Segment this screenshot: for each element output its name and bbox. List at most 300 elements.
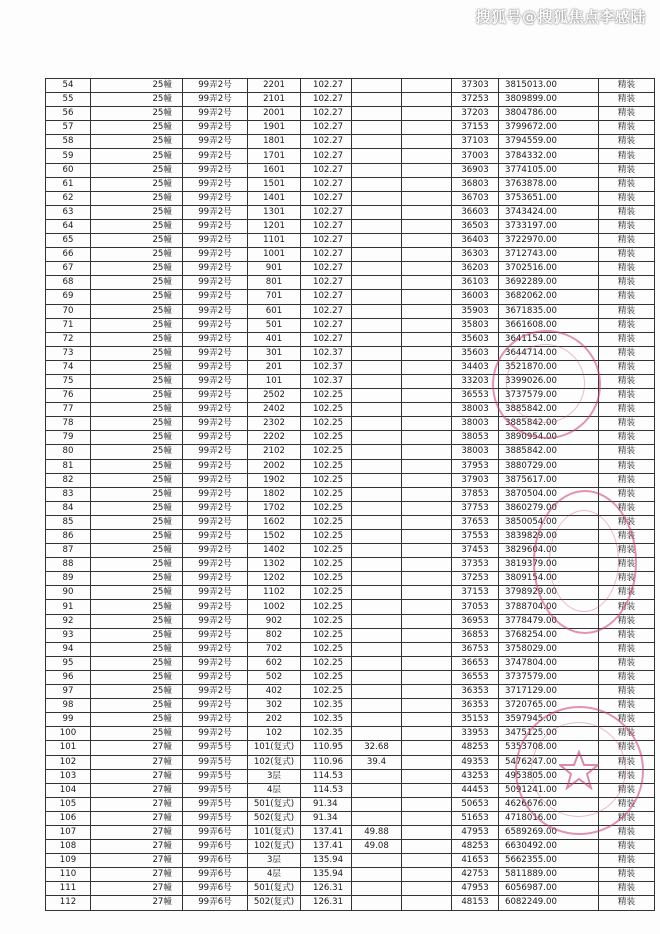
cell-extra-area xyxy=(352,586,402,600)
cell-extra-area xyxy=(352,374,402,388)
cell-extra-area xyxy=(352,882,402,896)
table-row xyxy=(46,107,655,121)
cell-total-price: 3692289.00 xyxy=(499,276,599,290)
cell-address: 99弄2号 xyxy=(183,191,248,205)
cell-building: 27幢 xyxy=(91,741,183,755)
cell-room: 1001 xyxy=(248,248,301,262)
table-row xyxy=(46,670,655,684)
cell-building: 25幢 xyxy=(91,332,183,346)
table-row xyxy=(46,769,655,783)
cell-address: 99弄2号 xyxy=(183,248,248,262)
cell-building: 25幢 xyxy=(91,318,183,332)
cell-decoration: 精装 xyxy=(599,135,655,149)
cell-unit-price: 35153 xyxy=(452,713,499,727)
cell-room: 101 xyxy=(248,374,301,388)
cell-extra-area: 32.68 xyxy=(352,741,402,755)
cell-room: 802 xyxy=(248,628,301,642)
cell-room: 502(复式) xyxy=(248,896,301,910)
cell-room: 1201 xyxy=(248,219,301,233)
cell-unit-price: 47953 xyxy=(452,882,499,896)
cell-decoration: 精装 xyxy=(599,558,655,572)
cell-extra-area xyxy=(352,93,402,107)
cell-total-price: 4953805.00 xyxy=(499,769,599,783)
cell-room: 1702 xyxy=(248,501,301,515)
cell-building: 25幢 xyxy=(91,670,183,684)
cell-decoration: 精装 xyxy=(599,191,655,205)
cell-area: 102.25 xyxy=(301,389,352,403)
cell-address: 99弄2号 xyxy=(183,346,248,360)
cell-total-price: 3758029.00 xyxy=(499,642,599,656)
cell-total-price: 3774105.00 xyxy=(499,163,599,177)
cell-building: 25幢 xyxy=(91,699,183,713)
cell-building: 25幢 xyxy=(91,163,183,177)
cell-blank xyxy=(402,417,452,431)
cell-unit-price: 36503 xyxy=(452,219,499,233)
table-row xyxy=(46,431,655,445)
table-row xyxy=(46,685,655,699)
cell-building: 25幢 xyxy=(91,642,183,656)
cell-unit-price: 36903 xyxy=(452,163,499,177)
cell-area: 102.25 xyxy=(301,515,352,529)
cell-total-price: 6589269.00 xyxy=(499,825,599,839)
cell-address: 99弄2号 xyxy=(183,685,248,699)
cell-row-number: 87 xyxy=(46,544,91,558)
cell-building: 27幢 xyxy=(91,797,183,811)
cell-address: 99弄2号 xyxy=(183,544,248,558)
cell-row-number: 77 xyxy=(46,403,91,417)
cell-decoration: 精装 xyxy=(599,234,655,248)
cell-unit-price: 37303 xyxy=(452,79,499,93)
cell-address: 99弄2号 xyxy=(183,360,248,374)
table-row xyxy=(46,417,655,431)
cell-unit-price: 36803 xyxy=(452,177,499,191)
cell-blank xyxy=(402,346,452,360)
cell-room: 201 xyxy=(248,360,301,374)
cell-decoration: 精装 xyxy=(599,389,655,403)
cell-extra-area xyxy=(352,868,402,882)
cell-total-price: 3778479.00 xyxy=(499,614,599,628)
cell-address: 99弄2号 xyxy=(183,219,248,233)
cell-extra-area xyxy=(352,135,402,149)
cell-area: 102.35 xyxy=(301,727,352,741)
price-list-table-wrapper xyxy=(45,78,655,911)
cell-total-price: 3644714.00 xyxy=(499,346,599,360)
cell-decoration: 精装 xyxy=(599,811,655,825)
cell-row-number: 108 xyxy=(46,840,91,854)
cell-row-number: 59 xyxy=(46,149,91,163)
cell-decoration: 精装 xyxy=(599,769,655,783)
cell-total-price: 3794559.00 xyxy=(499,135,599,149)
cell-address: 99弄2号 xyxy=(183,656,248,670)
table-row xyxy=(46,896,655,910)
cell-total-price: 3809154.00 xyxy=(499,572,599,586)
cell-blank xyxy=(402,825,452,839)
cell-unit-price: 36353 xyxy=(452,699,499,713)
cell-extra-area xyxy=(352,670,402,684)
cell-unit-price: 36403 xyxy=(452,234,499,248)
cell-blank xyxy=(402,318,452,332)
cell-row-number: 99 xyxy=(46,713,91,727)
cell-extra-area xyxy=(352,79,402,93)
cell-area: 110.95 xyxy=(301,741,352,755)
cell-address: 99弄2号 xyxy=(183,121,248,135)
cell-unit-price: 36553 xyxy=(452,389,499,403)
cell-area: 102.37 xyxy=(301,374,352,388)
cell-extra-area: 49.08 xyxy=(352,840,402,854)
cell-decoration: 精装 xyxy=(599,741,655,755)
cell-row-number: 78 xyxy=(46,417,91,431)
cell-unit-price: 36553 xyxy=(452,670,499,684)
cell-blank xyxy=(402,107,452,121)
table-row xyxy=(46,360,655,374)
cell-unit-price: 49353 xyxy=(452,755,499,769)
cell-area: 102.27 xyxy=(301,205,352,219)
cell-row-number: 64 xyxy=(46,219,91,233)
cell-blank xyxy=(402,840,452,854)
cell-extra-area xyxy=(352,600,402,614)
cell-address: 99弄2号 xyxy=(183,670,248,684)
cell-unit-price: 36303 xyxy=(452,248,499,262)
cell-row-number: 56 xyxy=(46,107,91,121)
cell-unit-price: 48153 xyxy=(452,896,499,910)
cell-building: 27幢 xyxy=(91,840,183,854)
cell-area: 102.25 xyxy=(301,403,352,417)
cell-building: 27幢 xyxy=(91,783,183,797)
cell-address: 99弄6号 xyxy=(183,896,248,910)
cell-extra-area xyxy=(352,854,402,868)
cell-row-number: 63 xyxy=(46,205,91,219)
cell-room: 101(复式) xyxy=(248,741,301,755)
cell-area: 102.25 xyxy=(301,614,352,628)
cell-decoration: 精装 xyxy=(599,656,655,670)
cell-room: 502 xyxy=(248,670,301,684)
cell-total-price: 3763878.00 xyxy=(499,177,599,191)
cell-area: 102.27 xyxy=(301,219,352,233)
cell-building: 25幢 xyxy=(91,191,183,205)
cell-building: 25幢 xyxy=(91,346,183,360)
cell-area: 102.27 xyxy=(301,276,352,290)
cell-blank xyxy=(402,219,452,233)
cell-building: 25幢 xyxy=(91,234,183,248)
cell-row-number: 90 xyxy=(46,586,91,600)
cell-room: 1101 xyxy=(248,234,301,248)
cell-address: 99弄2号 xyxy=(183,262,248,276)
table-row xyxy=(46,234,655,248)
cell-address: 99弄2号 xyxy=(183,487,248,501)
cell-decoration: 精装 xyxy=(599,854,655,868)
cell-area: 114.53 xyxy=(301,783,352,797)
cell-total-price: 3399026.00 xyxy=(499,374,599,388)
cell-extra-area xyxy=(352,107,402,121)
table-row xyxy=(46,403,655,417)
cell-area: 102.25 xyxy=(301,487,352,501)
cell-blank xyxy=(402,656,452,670)
cell-blank xyxy=(402,896,452,910)
cell-total-price: 5811889.00 xyxy=(499,868,599,882)
cell-room: 4层 xyxy=(248,783,301,797)
cell-address: 99弄5号 xyxy=(183,797,248,811)
cell-decoration: 精装 xyxy=(599,93,655,107)
cell-room: 1102 xyxy=(248,586,301,600)
cell-blank xyxy=(402,473,452,487)
cell-area: 102.27 xyxy=(301,332,352,346)
cell-decoration: 精装 xyxy=(599,445,655,459)
cell-address: 99弄2号 xyxy=(183,473,248,487)
cell-area: 102.37 xyxy=(301,360,352,374)
cell-total-price: 3521870.00 xyxy=(499,360,599,374)
cell-building: 25幢 xyxy=(91,572,183,586)
cell-blank xyxy=(402,868,452,882)
table-row xyxy=(46,163,655,177)
cell-address: 99弄2号 xyxy=(183,699,248,713)
cell-row-number: 102 xyxy=(46,755,91,769)
cell-row-number: 62 xyxy=(46,191,91,205)
cell-extra-area xyxy=(352,262,402,276)
cell-building: 25幢 xyxy=(91,445,183,459)
cell-room: 501(复式) xyxy=(248,882,301,896)
cell-row-number: 111 xyxy=(46,882,91,896)
cell-row-number: 112 xyxy=(46,896,91,910)
cell-blank xyxy=(402,699,452,713)
cell-total-price: 3747804.00 xyxy=(499,656,599,670)
cell-area: 102.27 xyxy=(301,163,352,177)
cell-blank xyxy=(402,515,452,529)
cell-area: 102.27 xyxy=(301,318,352,332)
cell-unit-price: 35603 xyxy=(452,332,499,346)
table-row xyxy=(46,811,655,825)
cell-extra-area xyxy=(352,417,402,431)
cell-decoration: 精装 xyxy=(599,149,655,163)
table-row xyxy=(46,656,655,670)
cell-area: 102.25 xyxy=(301,600,352,614)
cell-unit-price: 37453 xyxy=(452,544,499,558)
cell-room: 1302 xyxy=(248,558,301,572)
cell-decoration: 精装 xyxy=(599,755,655,769)
cell-area: 102.25 xyxy=(301,459,352,473)
table-row xyxy=(46,628,655,642)
cell-room: 701 xyxy=(248,290,301,304)
cell-blank xyxy=(402,177,452,191)
cell-unit-price: 36003 xyxy=(452,290,499,304)
cell-blank xyxy=(402,374,452,388)
cell-area: 102.27 xyxy=(301,248,352,262)
cell-unit-price: 36603 xyxy=(452,205,499,219)
cell-building: 27幢 xyxy=(91,854,183,868)
cell-room: 102(复式) xyxy=(248,755,301,769)
cell-extra-area xyxy=(352,699,402,713)
cell-total-price: 5353708.00 xyxy=(499,741,599,755)
cell-building: 27幢 xyxy=(91,896,183,910)
cell-row-number: 88 xyxy=(46,558,91,572)
table-row xyxy=(46,177,655,191)
cell-extra-area xyxy=(352,769,402,783)
cell-decoration: 精装 xyxy=(599,107,655,121)
cell-room: 1902 xyxy=(248,473,301,487)
table-row xyxy=(46,558,655,572)
cell-building: 25幢 xyxy=(91,515,183,529)
cell-room: 2202 xyxy=(248,431,301,445)
cell-area: 102.35 xyxy=(301,713,352,727)
table-row xyxy=(46,79,655,93)
cell-building: 25幢 xyxy=(91,614,183,628)
cell-building: 27幢 xyxy=(91,868,183,882)
cell-total-price: 3799672.00 xyxy=(499,121,599,135)
cell-row-number: 72 xyxy=(46,332,91,346)
cell-room: 1701 xyxy=(248,149,301,163)
cell-row-number: 80 xyxy=(46,445,91,459)
cell-unit-price: 38003 xyxy=(452,417,499,431)
table-row xyxy=(46,713,655,727)
table-row xyxy=(46,797,655,811)
cell-blank xyxy=(402,487,452,501)
cell-area: 102.25 xyxy=(301,628,352,642)
cell-building: 25幢 xyxy=(91,360,183,374)
cell-address: 99弄2号 xyxy=(183,445,248,459)
cell-building: 25幢 xyxy=(91,219,183,233)
table-row xyxy=(46,544,655,558)
cell-extra-area xyxy=(352,473,402,487)
cell-row-number: 66 xyxy=(46,248,91,262)
cell-extra-area xyxy=(352,121,402,135)
cell-building: 25幢 xyxy=(91,417,183,431)
cell-unit-price: 43253 xyxy=(452,769,499,783)
cell-row-number: 106 xyxy=(46,811,91,825)
table-body xyxy=(46,79,655,911)
cell-total-price: 3682062.00 xyxy=(499,290,599,304)
cell-total-price: 4626676.00 xyxy=(499,797,599,811)
cell-decoration: 精装 xyxy=(599,121,655,135)
cell-row-number: 97 xyxy=(46,685,91,699)
cell-building: 25幢 xyxy=(91,79,183,93)
cell-blank xyxy=(402,530,452,544)
cell-decoration: 精装 xyxy=(599,882,655,896)
cell-address: 99弄5号 xyxy=(183,755,248,769)
cell-decoration: 精装 xyxy=(599,79,655,93)
cell-extra-area xyxy=(352,459,402,473)
cell-building: 27幢 xyxy=(91,769,183,783)
cell-room: 102 xyxy=(248,727,301,741)
table-row xyxy=(46,487,655,501)
cell-room: 1901 xyxy=(248,121,301,135)
cell-address: 99弄6号 xyxy=(183,825,248,839)
cell-address: 99弄2号 xyxy=(183,276,248,290)
cell-decoration: 精装 xyxy=(599,219,655,233)
cell-unit-price: 37553 xyxy=(452,530,499,544)
cell-room: 602 xyxy=(248,656,301,670)
table-row xyxy=(46,473,655,487)
cell-unit-price: 38003 xyxy=(452,403,499,417)
cell-decoration: 精装 xyxy=(599,727,655,741)
cell-unit-price: 36353 xyxy=(452,685,499,699)
cell-address: 99弄2号 xyxy=(183,149,248,163)
cell-total-price: 6630492.00 xyxy=(499,840,599,854)
cell-area: 102.25 xyxy=(301,431,352,445)
cell-building: 25幢 xyxy=(91,205,183,219)
cell-blank xyxy=(402,727,452,741)
cell-blank xyxy=(402,811,452,825)
cell-address: 99弄5号 xyxy=(183,783,248,797)
cell-blank xyxy=(402,149,452,163)
cell-total-price: 3809899.00 xyxy=(499,93,599,107)
cell-decoration: 精装 xyxy=(599,530,655,544)
cell-blank xyxy=(402,389,452,403)
cell-blank xyxy=(402,854,452,868)
cell-total-price: 6082249.00 xyxy=(499,896,599,910)
cell-room: 1202 xyxy=(248,572,301,586)
cell-decoration: 精装 xyxy=(599,417,655,431)
cell-area: 137.41 xyxy=(301,825,352,839)
table-row xyxy=(46,530,655,544)
cell-unit-price: 36953 xyxy=(452,614,499,628)
cell-area: 102.25 xyxy=(301,572,352,586)
cell-decoration: 精装 xyxy=(599,600,655,614)
cell-building: 25幢 xyxy=(91,304,183,318)
cell-area: 102.27 xyxy=(301,149,352,163)
cell-building: 25幢 xyxy=(91,149,183,163)
cell-room: 2102 xyxy=(248,445,301,459)
cell-extra-area xyxy=(352,276,402,290)
cell-room: 102(复式) xyxy=(248,840,301,854)
cell-unit-price: 36753 xyxy=(452,642,499,656)
cell-decoration: 精装 xyxy=(599,642,655,656)
cell-building: 25幢 xyxy=(91,558,183,572)
cell-row-number: 96 xyxy=(46,670,91,684)
cell-blank xyxy=(402,276,452,290)
cell-address: 99弄5号 xyxy=(183,811,248,825)
cell-address: 99弄2号 xyxy=(183,586,248,600)
cell-total-price: 3804786.00 xyxy=(499,107,599,121)
cell-unit-price: 34403 xyxy=(452,360,499,374)
cell-address: 99弄2号 xyxy=(183,163,248,177)
cell-decoration: 精装 xyxy=(599,628,655,642)
cell-address: 99弄2号 xyxy=(183,501,248,515)
cell-unit-price: 38053 xyxy=(452,431,499,445)
cell-unit-price: 35903 xyxy=(452,304,499,318)
cell-blank xyxy=(402,262,452,276)
cell-extra-area: 39.4 xyxy=(352,755,402,769)
cell-unit-price: 37953 xyxy=(452,459,499,473)
cell-total-price: 3702516.00 xyxy=(499,262,599,276)
cell-extra-area xyxy=(352,558,402,572)
cell-building: 25幢 xyxy=(91,487,183,501)
cell-extra-area xyxy=(352,163,402,177)
cell-blank xyxy=(402,600,452,614)
cell-room: 1301 xyxy=(248,205,301,219)
cell-building: 25幢 xyxy=(91,248,183,262)
cell-decoration: 精装 xyxy=(599,473,655,487)
cell-total-price: 3641154.00 xyxy=(499,332,599,346)
cell-address: 99弄2号 xyxy=(183,177,248,191)
cell-room: 501(复式) xyxy=(248,797,301,811)
cell-blank xyxy=(402,205,452,219)
table-row xyxy=(46,445,655,459)
cell-blank xyxy=(402,572,452,586)
cell-room: 901 xyxy=(248,262,301,276)
cell-area: 102.25 xyxy=(301,586,352,600)
cell-row-number: 61 xyxy=(46,177,91,191)
cell-extra-area xyxy=(352,149,402,163)
cell-total-price: 3890954.00 xyxy=(499,431,599,445)
cell-blank xyxy=(402,360,452,374)
cell-room: 301 xyxy=(248,346,301,360)
cell-building: 25幢 xyxy=(91,290,183,304)
cell-decoration: 精装 xyxy=(599,501,655,515)
cell-row-number: 91 xyxy=(46,600,91,614)
cell-area: 110.96 xyxy=(301,755,352,769)
cell-total-price: 3753651.00 xyxy=(499,191,599,205)
cell-row-number: 57 xyxy=(46,121,91,135)
table-row xyxy=(46,121,655,135)
